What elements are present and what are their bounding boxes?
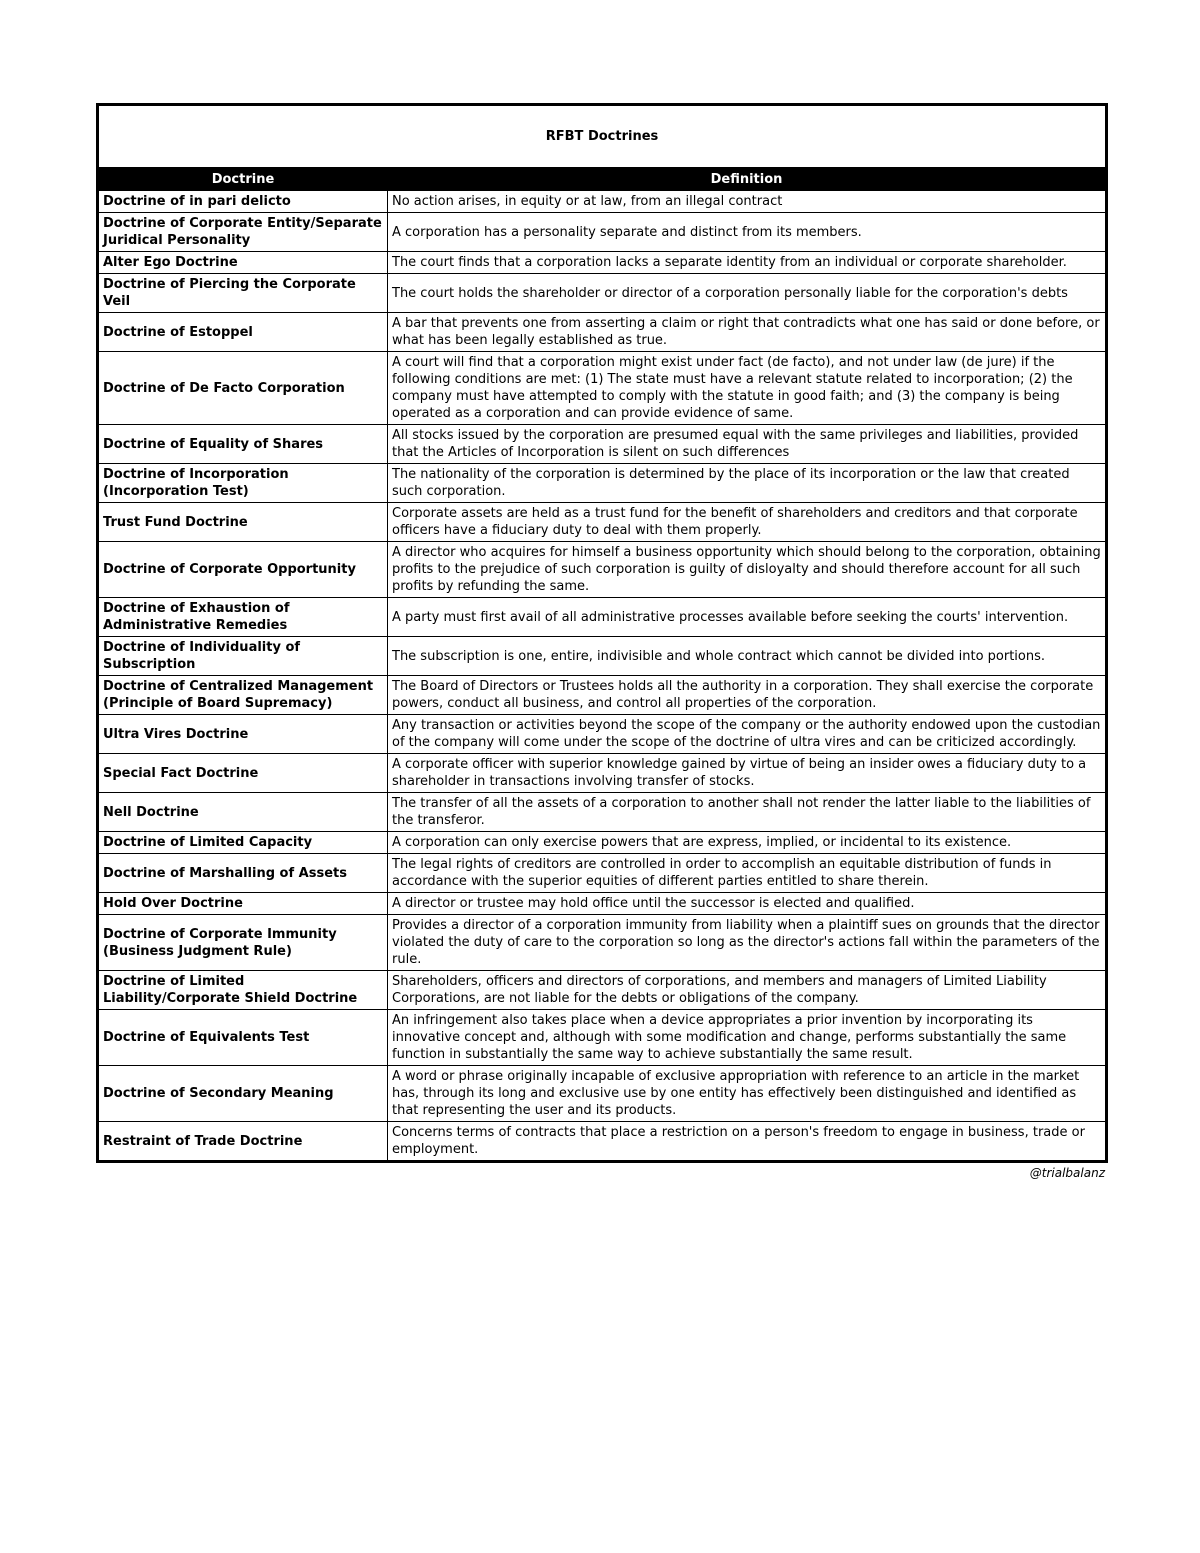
table-row <box>98 893 1107 915</box>
doctrine-name: Doctrine of Exhaustion of Administrative Remedies <box>98 598 388 637</box>
doctrine-name: Doctrine of Limited Liability/Corporate Shield Doctrine <box>98 971 388 1010</box>
doctrine-definition: A director or trustee may hold office until the successor is elected and qualified. <box>388 893 1107 915</box>
doctrine-definition: A corporation can only exercise powers that are express, implied, or incidental to its existence. <box>388 832 1107 854</box>
doctrine-definition: A corporation has a personality separate and distinct from its members. <box>388 213 1107 252</box>
table-row <box>98 252 1107 274</box>
doctrine-name: Trust Fund Doctrine <box>98 503 388 542</box>
doctrine-definition: Any transaction or activities beyond the scope of the company or the authority endowed upon the custodian of the company will come under the scope of the doctrine of ultra vires and can be criticized accordingly. <box>388 715 1107 754</box>
author-credit: @trialbalanz <box>1029 1166 1105 1180</box>
column-header-doctrine: Doctrine <box>98 168 388 191</box>
table-row <box>98 352 1107 425</box>
doctrine-name: Doctrine of Marshalling of Assets <box>98 854 388 893</box>
table-row <box>98 1122 1107 1162</box>
table-row <box>98 464 1107 503</box>
table-row <box>98 191 1107 213</box>
table-row <box>98 1010 1107 1066</box>
doctrine-definition: Shareholders, officers and directors of corporations, and members and managers of Limited Liability Corporations, are not liable for the debts or obligations of the company. <box>388 971 1107 1010</box>
table-row <box>98 425 1107 464</box>
doctrine-definition: The transfer of all the assets of a corporation to another shall not render the latter liable to the liabilities of the transferor. <box>388 793 1107 832</box>
doctrines-sheet <box>96 103 1105 1180</box>
table-row <box>98 637 1107 676</box>
table-row <box>98 313 1107 352</box>
table-row <box>98 715 1107 754</box>
table-row <box>98 832 1107 854</box>
doctrines-table <box>96 103 1108 1163</box>
doctrine-definition: The Board of Directors or Trustees holds all the authority in a corporation. They shall exercise the corporate powers, conduct all business, and control all properties of the corporation. <box>388 676 1107 715</box>
doctrine-name: Doctrine of Incorporation (Incorporation Test) <box>98 464 388 503</box>
doctrine-definition: A party must first avail of all administrative processes available before seeking the courts' intervention. <box>388 598 1107 637</box>
table-row <box>98 274 1107 313</box>
table-row <box>98 793 1107 832</box>
doctrine-name: Doctrine of Estoppel <box>98 313 388 352</box>
doctrine-name: Doctrine of Corporate Opportunity <box>98 542 388 598</box>
doctrine-name: Doctrine of Limited Capacity <box>98 832 388 854</box>
table-body <box>98 191 1107 1162</box>
doctrine-name: Nell Doctrine <box>98 793 388 832</box>
doctrine-name: Doctrine of Individuality of Subscription <box>98 637 388 676</box>
table-row <box>98 1066 1107 1122</box>
doctrine-name: Special Fact Doctrine <box>98 754 388 793</box>
table-row <box>98 754 1107 793</box>
doctrine-name: Restraint of Trade Doctrine <box>98 1122 388 1162</box>
doctrine-definition: Corporate assets are held as a trust fund for the benefit of shareholders and creditors and that corporate officers have a fiduciary duty to deal with them properly. <box>388 503 1107 542</box>
page-title: RFBT Doctrines <box>98 105 1107 168</box>
doctrine-definition: A director who acquires for himself a business opportunity which should belong to the corporation, obtaining profits to the prejudice of such corporation is guilty of disloyalty and should therefore account for all such profits by refunding the same. <box>388 542 1107 598</box>
doctrine-name: Doctrine of Equivalents Test <box>98 1010 388 1066</box>
doctrine-definition: No action arises, in equity or at law, from an illegal contract <box>388 191 1107 213</box>
column-header-definition: Definition <box>388 168 1107 191</box>
doctrine-name: Ultra Vires Doctrine <box>98 715 388 754</box>
doctrine-definition: The court finds that a corporation lacks a separate identity from an individual or corporate shareholder. <box>388 252 1107 274</box>
table-row <box>98 915 1107 971</box>
doctrine-definition: A word or phrase originally incapable of exclusive appropriation with reference to an article in the market has, through its long and exclusive use by one entity has effectively been distinguished and identified as that representing the user and its products. <box>388 1066 1107 1122</box>
doctrine-definition: Concerns terms of contracts that place a restriction on a person's freedom to engage in business, trade or employment. <box>388 1122 1107 1162</box>
doctrine-name: Doctrine of in pari delicto <box>98 191 388 213</box>
doctrine-name: Doctrine of Corporate Immunity (Business Judgment Rule) <box>98 915 388 971</box>
doctrine-definition: A corporate officer with superior knowledge gained by virtue of being an insider owes a fiduciary duty to a shareholder in transactions involving transfer of stocks. <box>388 754 1107 793</box>
doctrine-name: Hold Over Doctrine <box>98 893 388 915</box>
table-row <box>98 598 1107 637</box>
doctrine-name: Doctrine of De Facto Corporation <box>98 352 388 425</box>
table-row <box>98 971 1107 1010</box>
table-row <box>98 676 1107 715</box>
doctrine-definition: A bar that prevents one from asserting a claim or right that contradicts what one has said or done before, or what has been legally established as true. <box>388 313 1107 352</box>
doctrine-name: Doctrine of Secondary Meaning <box>98 1066 388 1122</box>
table-row <box>98 213 1107 252</box>
doctrine-name: Doctrine of Equality of Shares <box>98 425 388 464</box>
doctrine-definition: A court will find that a corporation might exist under fact (de facto), and not under law (de jure) if the following conditions are met: (1) The state must have a relevant statute related to incorporation; (2) the company must have attempted to comply with the statute in good faith; and (3) the company is being operated as a corporation and can provide evidence of same. <box>388 352 1107 425</box>
doctrine-definition: All stocks issued by the corporation are presumed equal with the same privileges and liabilities, provided that the Articles of Incorporation is silent on such differences <box>388 425 1107 464</box>
doctrine-name: Doctrine of Corporate Entity/Separate Juridical Personality <box>98 213 388 252</box>
doctrine-definition: An infringement also takes place when a device appropriates a prior invention by incorporating its innovative concept and, although with some modification and change, performs substantially the same function in substantially the same way to achieve substantially the same result. <box>388 1010 1107 1066</box>
doctrine-definition: The court holds the shareholder or director of a corporation personally liable for the corporation's debts <box>388 274 1107 313</box>
doctrine-definition: The subscription is one, entire, indivisible and whole contract which cannot be divided into portions. <box>388 637 1107 676</box>
doctrine-name: Alter Ego Doctrine <box>98 252 388 274</box>
table-header-row <box>98 168 1107 191</box>
doctrine-name: Doctrine of Centralized Management (Principle of Board Supremacy) <box>98 676 388 715</box>
doctrine-definition: The nationality of the corporation is determined by the place of its incorporation or the law that created such corporation. <box>388 464 1107 503</box>
table-row <box>98 542 1107 598</box>
doctrine-name: Doctrine of Piercing the Corporate Veil <box>98 274 388 313</box>
doctrine-definition: Provides a director of a corporation immunity from liability when a plaintiff sues on grounds that the director violated the duty of care to the corporation so long as the director's actions fall within the parameters of the rule. <box>388 915 1107 971</box>
table-row <box>98 503 1107 542</box>
table-row <box>98 854 1107 893</box>
doctrine-definition: The legal rights of creditors are controlled in order to accomplish an equitable distribution of funds in accordance with the superior equities of different parties entitled to share therein. <box>388 854 1107 893</box>
